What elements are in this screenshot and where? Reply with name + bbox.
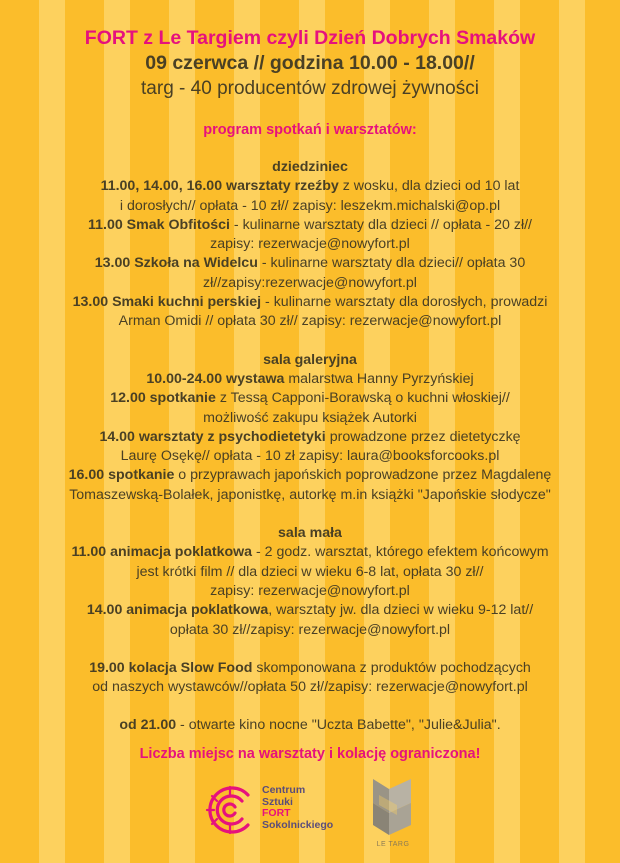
program-item (8, 543, 612, 601)
item-details: zł//zapisy:rezerwacje@nowyfort.pl (203, 274, 417, 291)
item-details: zapisy: rezerwacje@nowyfort.pl (210, 236, 410, 253)
item-text: skomponowana z produktów pochodzących (252, 659, 531, 676)
program-item (8, 601, 612, 640)
item-details: od naszych wystawców//opłata 50 zł//zapisy: rezerwacje@nowyfort.pl (92, 679, 528, 696)
logo-line: Sokolnickiego (262, 818, 334, 831)
centrum-sztuki-logo (202, 782, 352, 844)
logo-line: Sztuki (262, 795, 293, 808)
program-content (8, 158, 612, 736)
le-targ-logo (367, 775, 419, 855)
spacer (8, 697, 612, 716)
program-item (8, 216, 612, 255)
item-time-title: 19.00 kolacja Slow Food (89, 659, 253, 676)
program-item (8, 428, 612, 467)
item-details: Laurę Osękę// opłata - 10 zł zapisy: laura@booksforcooks.pl (120, 448, 500, 465)
closing-note: Liczba miejsc na warsztaty i kolację ograniczona! (139, 746, 481, 762)
item-details: i dorosłych// opłata - 10 zł// zapisy: leszekm.michalski@op.pl (119, 197, 501, 214)
item-details: Arman Omidi // opłata 30 zł// zapisy: rezerwacje@nowyfort.pl (118, 313, 502, 330)
item-signup: zapisy: rezerwacje@nowyfort.pl (210, 582, 410, 599)
spacer (8, 505, 612, 524)
item-text: o przyprawach japońskich poprowadzone przez Magdalenę (174, 467, 552, 484)
item-text: - otwarte kino nocne "Uczta Babette", "Julie&Julia". (176, 717, 501, 734)
event-subtitle: targ - 40 producentów zdrowej żywności (141, 78, 479, 99)
program-item (8, 254, 612, 293)
item-time-title: 11.00 animacja poklatkowa (71, 544, 253, 561)
item-time-title: 11.00 Smak Obfitości (88, 216, 230, 233)
centrum-sztuki-logo-icon (202, 782, 258, 838)
item-time-title: 13.00 Szkoła na Widelcu (94, 255, 258, 272)
section-title-dziedziniec: dziedziniec (272, 159, 348, 175)
spacer (8, 332, 612, 351)
program-item (8, 466, 612, 505)
item-time-title: 13.00 Smaki kuchni perskiej (72, 294, 262, 311)
item-details: jest krótki film // dla dzieci w wieku 6-8 lat, opłata 30 zł// (136, 563, 484, 580)
logo-line: Centrum (262, 784, 306, 796)
le-targ-text: LE TARG (376, 841, 410, 848)
item-time-title: 14.00 warsztaty z psychodietetyki (99, 428, 326, 445)
centrum-sztuki-text (262, 785, 333, 831)
item-text: z Tessą Capponi-Borawską o kuchni włoskiej// (215, 390, 510, 407)
section-title-sala-mala: sala mała (278, 525, 342, 542)
event-title: FORT z Le Targiem czyli Dzień Dobrych Smaków (84, 27, 536, 49)
item-text: - kulinarne warsztaty dla dorosłych, prowadzi (261, 294, 548, 311)
item-time-title: od 21.00 (119, 717, 177, 734)
spacer (8, 640, 612, 659)
item-text: - kulinarne warsztaty dla dzieci // opłata - 20 zł// (229, 216, 532, 233)
program-item (8, 389, 612, 428)
event-date: 09 czerwca // godzina 10.00 - 18.00// (145, 52, 475, 74)
item-time-title: 14.00 animacja poklatkowa (86, 602, 269, 619)
item-text: z wosku, dla dzieci od 10 lat (338, 178, 520, 195)
program-item (8, 293, 612, 332)
item-text: - kulinarne warsztaty dla dzieci// opłata 30 (257, 255, 526, 272)
item-time-title: 10.00-24.00 wystawa (146, 370, 285, 387)
program-item-kino (8, 716, 612, 735)
program-item (8, 177, 612, 216)
program-item-kolacja (8, 659, 612, 698)
program-heading: program spotkań i warsztatów: (203, 122, 417, 138)
item-text: prowadzone przez dietetyczkę (325, 428, 521, 445)
item-details: Tomaszewską-Bolałek, japonistkę, autorkę m.in książki "Japońskie słodycze" (69, 486, 551, 503)
logo-line: FORT (262, 807, 291, 819)
item-text: malarstwa Hanny Pyrzyńskiej (284, 370, 474, 387)
item-time-title: 16.00 spotkanie (68, 467, 175, 484)
item-time-title: 11.00, 14.00, 16.00 warsztaty rzeźby (100, 178, 339, 195)
program-item (8, 370, 612, 389)
item-time-title: 12.00 spotkanie (110, 390, 216, 407)
le-targ-logo-icon (367, 775, 419, 839)
section-title-sala-galeryjna: sala galeryjna (263, 351, 357, 368)
item-text: , warsztaty jw. dla dzieci w wieku 9-12 lat// (268, 602, 534, 619)
item-text: - 2 godz. warsztat, którego efektem końcowym (252, 544, 549, 561)
item-details: opłata 30 zł//zapisy: rezerwacje@nowyfort.pl (169, 621, 451, 638)
item-details: możliwość zakupu książek Autorki (203, 409, 417, 426)
